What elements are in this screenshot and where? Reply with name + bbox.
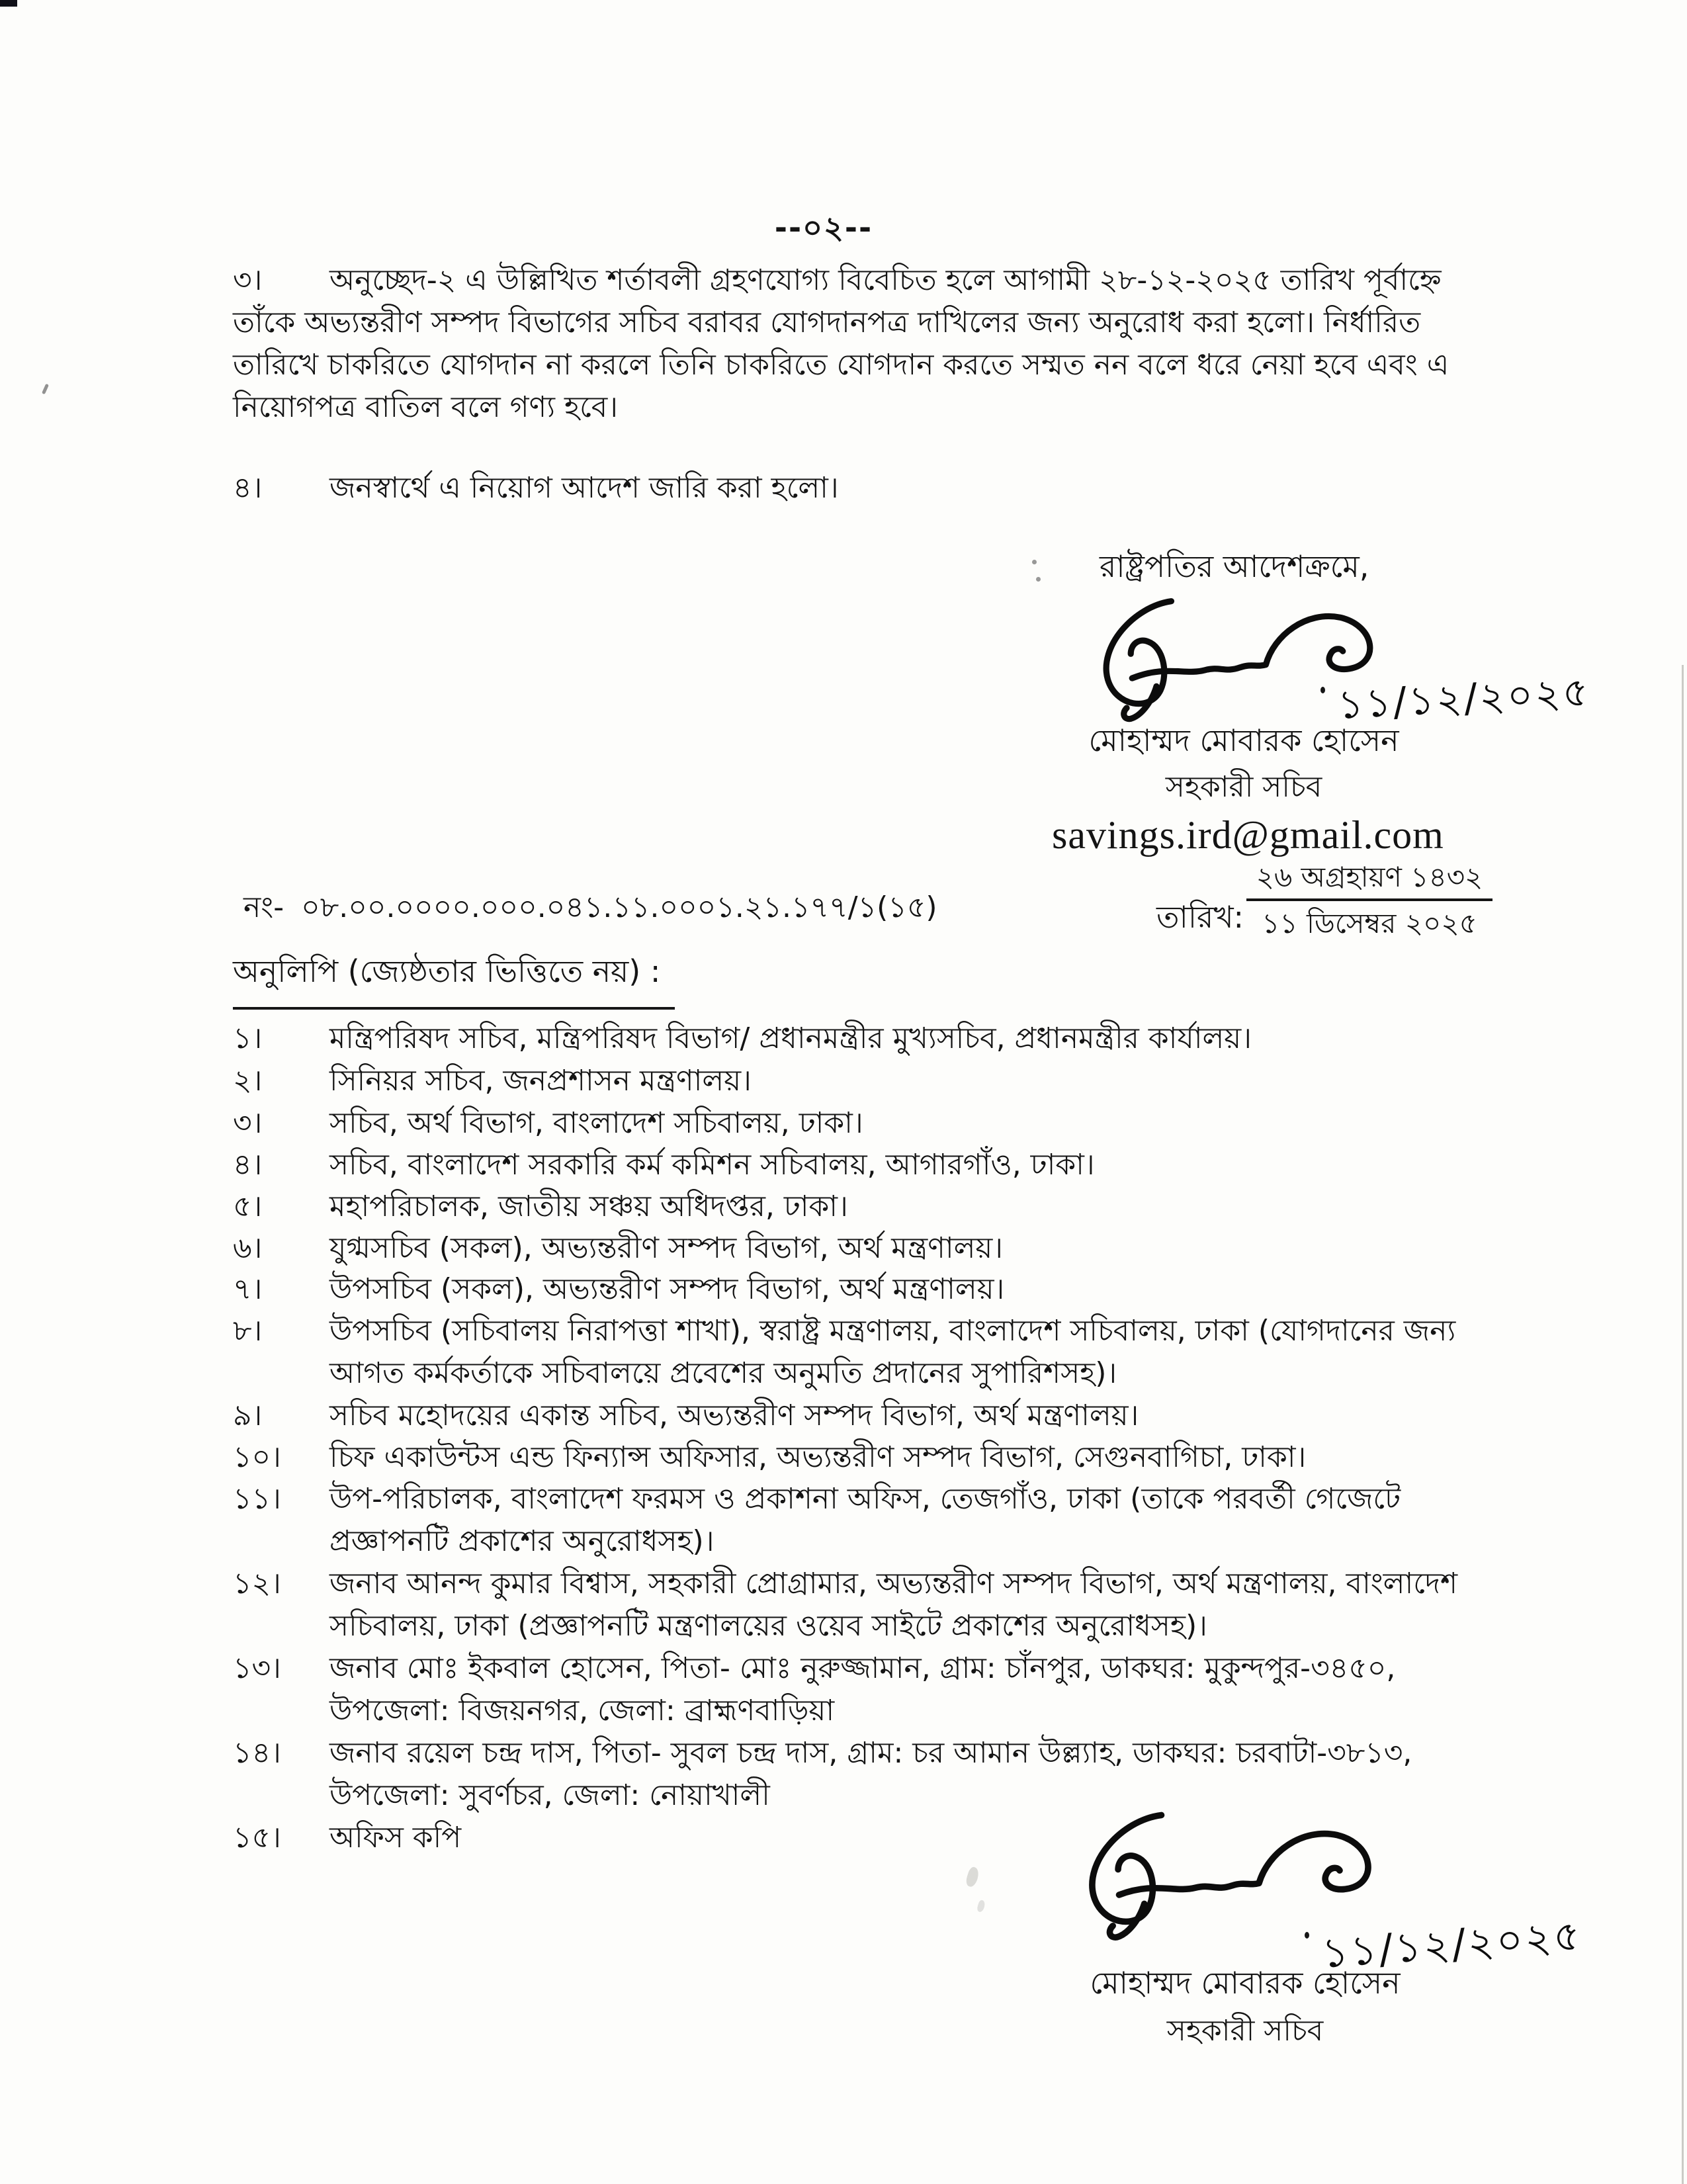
date-label: তারিখ:	[1156, 899, 1244, 935]
item-number: ১২।	[233, 1567, 281, 1600]
item-text: জনাব মোঃ ইকবাল হোসেন, পিতা- মোঃ নুরুজ্জামান, গ্রাম: চাঁনপুর, ডাকঘর: মুকুন্দপুর-৩৪৫০, উপজেলা: বিজয়নগর, জেলা: ব্রাহ্মণবাড়িয়া	[329, 1651, 1396, 1727]
item-number: ১৪।	[233, 1736, 281, 1770]
signatory-designation: সহকারী সচিব	[1166, 2014, 1324, 2048]
item-number: ১।	[233, 1022, 263, 1055]
item-number: ৫।	[233, 1190, 263, 1223]
item-number: ১১।	[233, 1482, 281, 1516]
item-number: ৮।	[233, 1314, 263, 1348]
scan-edge-line	[1682, 665, 1684, 2184]
paragraph-text: অনুচ্ছেদ-২ এ উল্লিখিত শর্তাবলী গ্রহণযোগ্য বিবেচিত হলে আগামী ২৮-১২-২০২৫ তারিখ পূর্বাহ্নে তাঁকে অভ্যন্তরীণ সম্পদ বিভাগের সচিব বরাবর যোগদানপত্র দাখিলের জন্য অনুরোধ করা হলো। নির্ধারিত তারিখে চাকরিতে যোগদান না করলে তিনি চাকরিতে যোগদান করতে সম্মত নন বলে ধরে নেয়া হবে এবং এ নিয়োগপত্র বাতিল বলে গণ্য হবে।	[233, 263, 1449, 424]
item-text: মহাপরিচালক, জাতীয় সঞ্চয় অধিদপ্তর, ঢাকা।	[329, 1190, 848, 1223]
pen-dot	[1320, 687, 1325, 693]
signatory-name: মোহাম্মদ মোবারক হোসেন	[1090, 1965, 1401, 2001]
signatory-block-bottom	[1066, 1964, 1424, 2050]
item-text: জনাব আনন্দ কুমার বিশ্বাস, সহকারী প্রোগ্রামার, অভ্যন্তরীণ সম্পদ বিভাগ, অর্থ মন্ত্রণালয়, বাংলাদেশ সচিবালয়, ঢাকা (প্রজ্ঞাপনটি মন্ত্রণালয়ের ওয়েব সাইটে প্রকাশের অনুরোধসহ)।	[329, 1567, 1458, 1643]
signatory-name: মোহাম্মদ মোবারক হোসেন	[1088, 722, 1399, 758]
item-text: অফিস কপি	[329, 1821, 462, 1855]
list-item	[233, 1395, 1506, 1437]
memo-number-label: নং-	[243, 891, 284, 924]
item-text: সিনিয়র সচিব, জনপ্রশাসন মন্ত্রণালয়।	[329, 1064, 752, 1098]
memo-number-line	[243, 887, 937, 929]
list-item	[233, 1268, 1506, 1311]
list-item	[233, 1060, 1506, 1102]
list-item	[233, 1310, 1506, 1395]
list-item	[233, 1478, 1506, 1563]
list-item	[233, 1563, 1506, 1647]
item-number: ২।	[233, 1064, 263, 1098]
page-number: --০২--	[774, 210, 873, 245]
handwritten-date: ১১/১২/২০২৫	[1320, 1911, 1584, 1978]
date-stack	[1246, 860, 1492, 941]
scan-smudge	[976, 1900, 986, 1913]
scan-speck	[1032, 560, 1037, 564]
list-item	[233, 1647, 1506, 1732]
list-item	[233, 1436, 1506, 1479]
list-item	[233, 1732, 1506, 1817]
list-item	[233, 1144, 1506, 1186]
scan-speck	[1036, 577, 1041, 582]
list-item	[233, 1186, 1506, 1228]
item-text: চিফ একাউন্টস এন্ড ফিন্যান্স অফিসার, অভ্যন্তরীণ সম্পদ বিভাগ, সেগুনবাগিচা, ঢাকা।	[329, 1440, 1307, 1474]
item-number: ৩।	[233, 1106, 263, 1140]
authority-line: রাষ্ট্রপতির আদেশক্রমে,	[1100, 548, 1369, 584]
item-number: ১০।	[233, 1440, 281, 1474]
distribution-heading: অনুলিপি (জ্যেষ্ঠতার ভিত্তিতে নয়) :	[233, 949, 675, 1010]
paragraph-3	[233, 259, 1503, 429]
signatory-block-top	[1052, 721, 1444, 858]
scan-corner-artifact	[0, 0, 17, 7]
list-item	[233, 1102, 1506, 1145]
item-text: উপসচিব (সচিবালয় নিরাপত্তা শাখা), স্বরাষ্ট্র মন্ত্রণালয়, বাংলাদেশ সচিবালয়, ঢাকা (যোগদানের জন্য আগত কর্মকর্তাকে সচিবালয়ে প্রবেশের অনুমতি প্রদানের সুপারিশসহ)।	[329, 1314, 1456, 1390]
handwritten-date: ১১/১২/২০২৫	[1336, 669, 1592, 728]
list-item	[233, 1018, 1506, 1060]
item-number: ৯।	[233, 1399, 263, 1432]
scan-speck	[42, 384, 49, 395]
paragraph-text: জনস্বার্থে এ নিয়োগ আদেশ জারি করা হলো।	[329, 471, 839, 505]
item-text: উপসচিব (সকল), অভ্যন্তরীণ সম্পদ বিভাগ, অর্থ মন্ত্রণালয়।	[329, 1272, 1005, 1306]
item-text: সচিব, অর্থ বিভাগ, বাংলাদেশ সচিবালয়, ঢাকা।	[329, 1106, 863, 1140]
pen-dot	[1305, 1932, 1309, 1939]
memo-number-value: ০৮.০০.০০০০.০০০.০৪১.১১.০০০১.২১.১৭৭/১(১৫)	[301, 891, 937, 924]
item-number: ১৩।	[233, 1651, 281, 1685]
gregorian-date: ১১ ডিসেম্বর ২০২৫	[1262, 907, 1477, 939]
item-text: সচিব, বাংলাদেশ সরকারি কর্ম কমিশন সচিবালয়, আগারগাঁও, ঢাকা।	[329, 1148, 1095, 1182]
paragraph-number: ৩।	[233, 263, 263, 297]
item-number: ৬।	[233, 1231, 263, 1265]
item-number: ১৫।	[233, 1821, 281, 1855]
paragraph-number: ৪।	[233, 471, 263, 505]
date-divider-line	[1246, 898, 1492, 901]
scan-smudge	[965, 1866, 980, 1888]
signatory-designation: সহকারী সচিব	[1165, 770, 1322, 804]
item-number: ৪।	[233, 1148, 263, 1182]
signatory-email: savings.ird@gmail.com	[1052, 813, 1444, 857]
paragraph-4	[233, 467, 1503, 509]
list-item	[233, 1227, 1506, 1270]
bangla-date: ২৬ অগ্রহায়ণ ১৪৩২	[1256, 861, 1483, 893]
item-text: সচিব মহোদয়ের একান্ত সচিব, অভ্যন্তরীণ সম্পদ বিভাগ, অর্থ মন্ত্রণালয়।	[329, 1399, 1139, 1432]
item-text: উপ-পরিচালক, বাংলাদেশ ফরমস ও প্রকাশনা অফিস, তেজগাঁও, ঢাকা (তাকে পরবর্তী গেজেটে প্রজ্ঞাপনটি প্রকাশের অনুরোধসহ)।	[329, 1482, 1401, 1558]
item-text: মন্ত্রিপরিষদ সচিব, মন্ত্রিপরিষদ বিভাগ/ প্রধানমন্ত্রীর মুখ্যসচিব, প্রধানমন্ত্রীর কার্যালয়।	[329, 1022, 1252, 1055]
item-number: ৭।	[233, 1272, 263, 1306]
item-text: জনাব রয়েল চন্দ্র দাস, পিতা- সুবল চন্দ্র দাস, গ্রাম: চর আমান উল্ল্যাহ, ডাকঘর: চরবাটা-৩৮১৩, উপজেলা: সুবর্ণচর, জেলা: নোয়াখালী	[329, 1736, 1412, 1812]
item-text: যুগ্মসচিব (সকল), অভ্যন্তরীণ সম্পদ বিভাগ, অর্থ মন্ত্রণালয়।	[329, 1231, 1004, 1265]
